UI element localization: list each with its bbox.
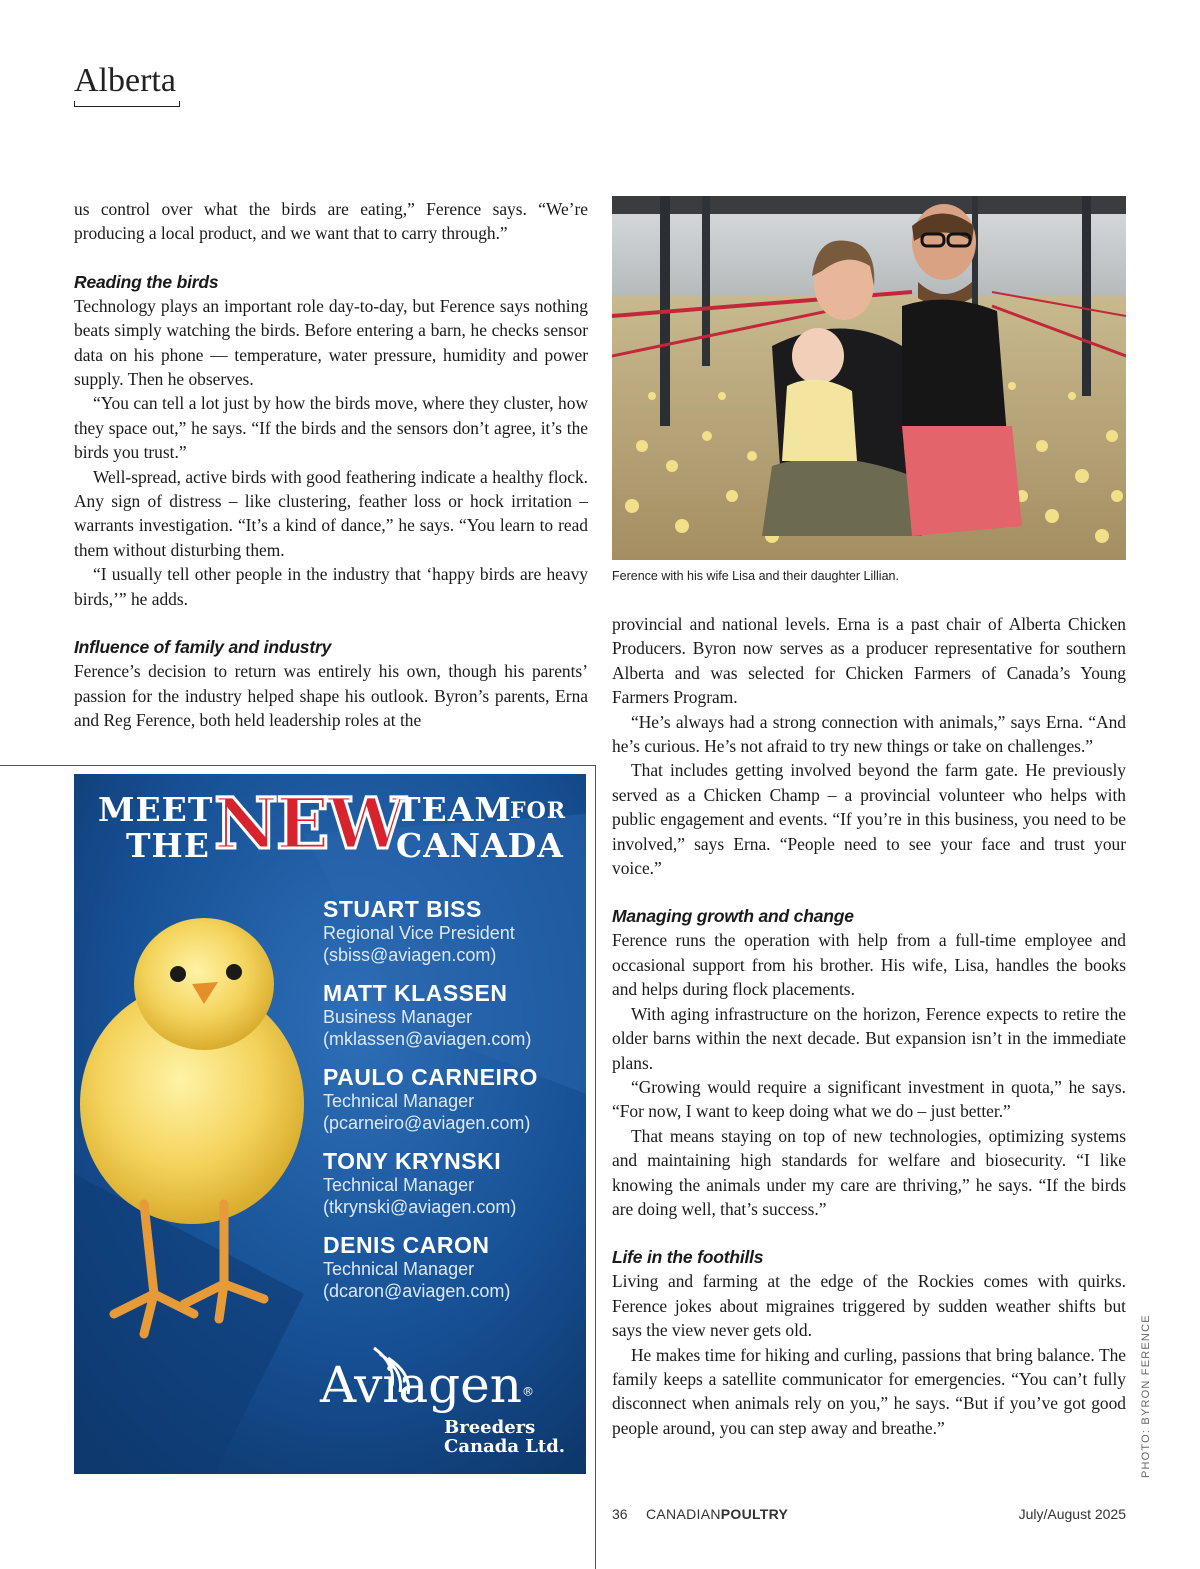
logo-registered: ® — [521, 1384, 534, 1399]
article-column-right — [612, 612, 1126, 1440]
member-role: Technical Manager — [323, 1259, 475, 1279]
member-name: TONY KRYNSKI — [323, 1148, 502, 1174]
member-name: STUART BISS — [323, 896, 482, 922]
subheading-reading-the-birds: Reading the birds — [74, 271, 219, 292]
page-number: 36 — [612, 1506, 628, 1522]
ad-headline — [94, 782, 574, 868]
paragraph: With aging infrastructure on the horizon, Ference expects to retire the older barns within the next decade. But expansion isn’t in the immediate plans. — [612, 1003, 1126, 1073]
member-role: Technical Manager — [323, 1091, 475, 1111]
member-role: Regional Vice President — [323, 923, 515, 943]
paragraph: Well-spread, active birds with good feathering indicate a healthy flock. Any sign of distress – like clustering, feather loss or hock irritation – warrants investigation. “It’s a kind of dance,” he says. “You learn to read them without disturbing them. — [74, 466, 588, 560]
logo-sub-line1: Breeders — [444, 1417, 536, 1438]
aviagen-logo — [320, 1356, 566, 1457]
section-rule — [74, 104, 180, 107]
paragraph: Ference runs the operation with help from a full-time employee and occasional support from his brother. His wife, Lisa, handles the books and helps during flock placements. — [612, 930, 1126, 1000]
paragraph: He makes time for hiking and curling, passions that bring balance. The family keeps a satellite communicator for emergencies. “You can’t fully disconnect when animals rely on you,” he says. “But if you’ve got good people around, you can step away and breathe.” — [612, 1344, 1126, 1438]
paragraph: “You can tell a lot just by how the birds move, where they cluster, how they space out,” he says. “If the birds and the sensors don’t agree, it’s the birds you trust.” — [74, 393, 588, 463]
logo-sub-line2: Canada Ltd. — [444, 1436, 566, 1457]
member-email[interactable]: (pcarneiro@aviagen.com) — [323, 1113, 531, 1133]
ad-border-top — [0, 765, 595, 766]
member-role: Technical Manager — [323, 1175, 475, 1195]
member-email[interactable]: (dcaron@aviagen.com) — [323, 1281, 511, 1301]
logo-subtitle — [444, 1418, 565, 1456]
team-member — [323, 896, 583, 966]
paragraph: Technology plays an important role day-to-day, but Ference says nothing beats simply watching the birds. Before entering a barn, he checks sensor data on his phone — temperature, water pressure, humidity and power supply. Then he observes. — [74, 295, 588, 390]
paragraph: us control over what the birds are eating,” Ference says. “We’re producing a local product, and we want that to carry through.” — [74, 199, 588, 244]
paragraph: “Growing would require a significant investment in quota,” he says. “For now, I want to keep doing what we do – just better.” — [612, 1076, 1126, 1122]
member-name: MATT KLASSEN — [323, 980, 508, 1006]
subheading-influence-of-family: Influence of family and industry — [74, 637, 332, 658]
issue-date: July/August 2025 — [1018, 1506, 1126, 1522]
team-member — [323, 980, 583, 1050]
member-name: DENIS CARON — [323, 1232, 490, 1258]
member-email[interactable]: (tkrynski@aviagen.com) — [323, 1197, 517, 1217]
ad-border-right — [595, 765, 596, 1569]
member-name: PAULO CARNEIRO — [323, 1064, 538, 1090]
member-email[interactable]: (mklassen@aviagen.com) — [323, 1029, 532, 1049]
team-list — [323, 896, 583, 1316]
headline-for: FOR — [510, 798, 567, 824]
magazine-name — [646, 1506, 788, 1522]
headline-the: THE — [126, 826, 210, 865]
paragraph: “He’s always had a strong connection with animals,” says Erna. “And he’s curious. He’s not afraid to try new things or take on challenges.” — [612, 711, 1126, 757]
subheading-life-in-the-foothills: Life in the foothills — [612, 1247, 764, 1268]
family-photo — [612, 196, 1126, 560]
aviagen-advertisement[interactable] — [74, 774, 586, 1474]
logo-brand: Aviagen — [320, 1356, 522, 1414]
team-member — [323, 1232, 583, 1302]
section-label: Alberta — [74, 62, 176, 99]
member-email[interactable]: (sbiss@aviagen.com) — [323, 945, 497, 965]
barn-photo-illustration — [612, 196, 1126, 560]
team-member — [323, 1148, 583, 1218]
paragraph: “I usually tell other people in the industry that ‘happy birds are heavy birds,’” he adds. — [74, 564, 588, 609]
article-column-left — [74, 197, 588, 732]
paragraph: Living and farming at the edge of the Rockies comes with quirks. Ference jokes about migraines triggered by sudden weather shifts but says the view never gets old. — [612, 1271, 1126, 1341]
paragraph: Ference’s decision to return was entirely his own, though his parents’ passion for the industry helped shape his outlook. Byron’s parents, Erna and Reg Ference, both held leadership roles at the — [74, 661, 588, 730]
paragraph: That means staying on top of new technologies, optimizing systems and maintaining high standards for welfare and biosecurity. “I like knowing the animals under my care are thriving,” he says. “If the birds are doing well, that’s success.” — [612, 1125, 1126, 1219]
paragraph: That includes getting involved beyond the farm gate. He previously served as a Chicken Champ – a provincial volunteer who helps with public engagement and events. “If you’re in this business, you need to be involved,” says Erna. “People need to see your face and trust your voice.” — [612, 760, 1126, 879]
headline-team: TEAM — [396, 790, 512, 829]
subheading-managing-growth: Managing growth and change — [612, 906, 854, 927]
paragraph: provincial and national levels. Erna is a past chair of Alberta Chicken Producers. Byron now serves as a producer representative for southern Alberta and was selected for Chicken Farmers of Canada’s Young Farmers Program. — [612, 614, 1126, 708]
photo-caption: Ference with his wife Lisa and their daughter Lillian. — [612, 569, 899, 583]
team-member — [323, 1064, 583, 1134]
photo-credit: PHOTO: BYRON FERENCE — [1140, 1314, 1152, 1478]
headline-meet: MEET — [98, 790, 214, 829]
member-role: Business Manager — [323, 1007, 473, 1027]
headline-new: NEW — [214, 782, 404, 865]
magazine-name-bold: POULTRY — [720, 1506, 789, 1522]
headline-canada: CANADA — [396, 826, 564, 865]
magazine-name-light: CANADIAN — [646, 1506, 721, 1522]
